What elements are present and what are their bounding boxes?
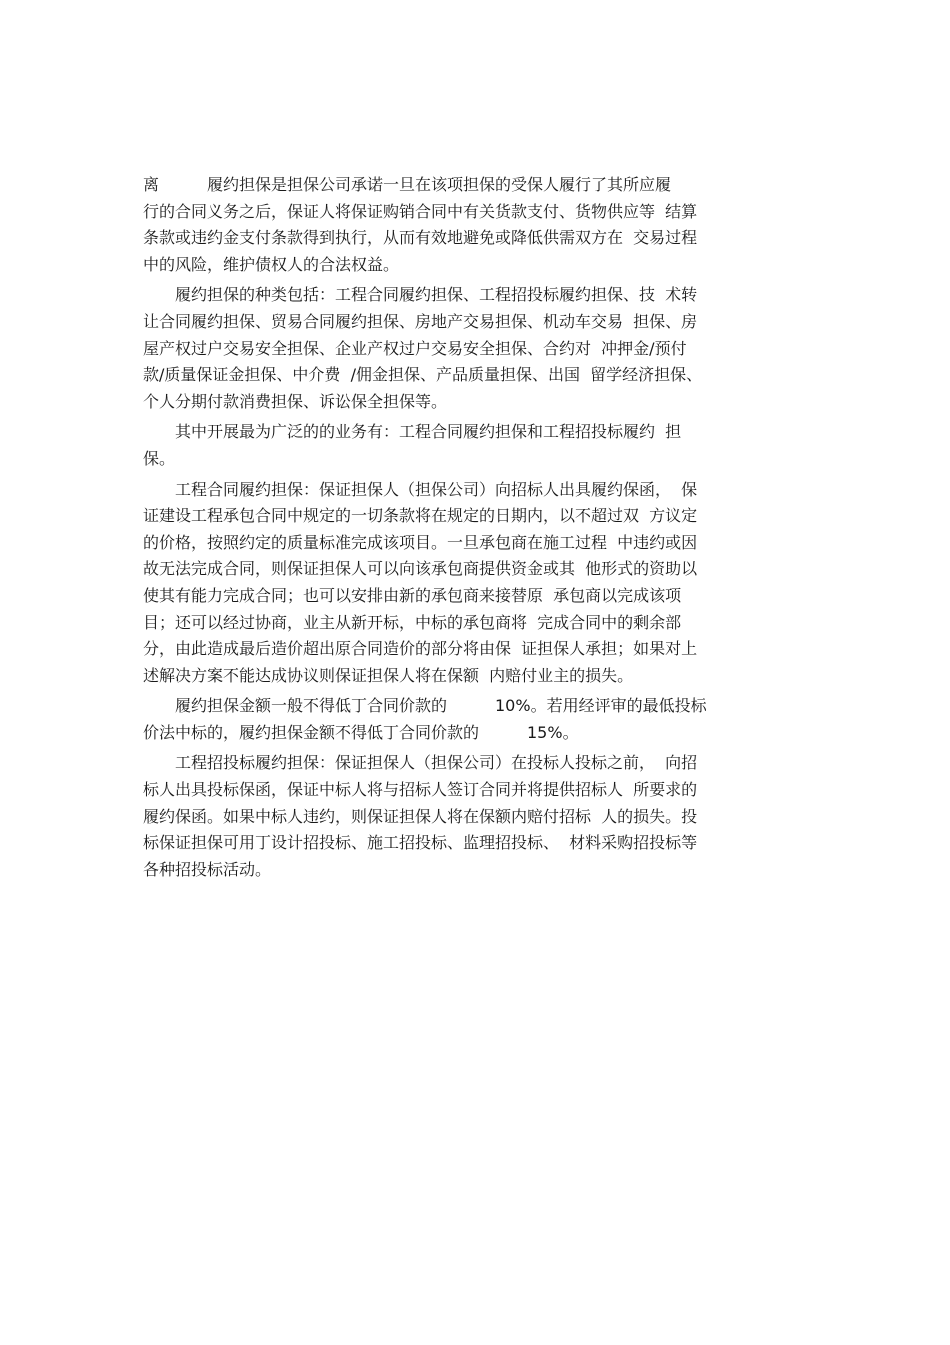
- text-line: 条款或违约金支付条款得到执行，从而有效地避免或降低供需双方在 交易过程: [143, 228, 698, 248]
- text-line: 分，由此造成最后造价超出原合同造价的部分将由保 证担保人承担；如果对上: [143, 639, 698, 659]
- text-line: 的价格，按照约定的质量标准完成该项目。一旦承包商在施工过程 中违约或因: [143, 532, 698, 552]
- paragraph-4: [143, 477, 783, 690]
- text-line: 价法中标的，履约担保金额不得低丁合同价款的 15%。: [143, 722, 579, 742]
- text-line: 目；还可以经过协商，业主从新开标，中标的承包商将 完成合同中的剩余部: [143, 612, 682, 632]
- paragraph-6: [143, 750, 783, 883]
- paragraph-2: [143, 282, 783, 415]
- text-line: 履约担保金额一般不得低丁合同价款的 10%。若用经评审的最低投标: [143, 696, 707, 716]
- text-line: 故无法完成合同，则保证担保人可以向该承包商提供资金或其 他形式的资助以: [143, 559, 698, 579]
- document-body: [143, 172, 783, 883]
- text-line: 离 履约担保是担保公司承诺一旦在该项担保的受保人履行了其所应履: [143, 175, 672, 194]
- text-line: 款/质量保证金担保、中介费 /佣金担保、产品质量担保、出国 留学经济担保、: [143, 365, 703, 385]
- text-line: 证建设工程承包合同中规定的一切条款将在规定的日期内，以不超过双 方议定: [143, 506, 698, 526]
- text-line: 个人分期付款消费担保、诉讼保全担保等。: [143, 391, 448, 411]
- text-line: 工程合同履约担保：保证担保人（担保公司）向招标人出具履约保函， 保: [143, 479, 698, 499]
- text-line: 屋产权过户交易安全担保、企业产权过户交易安全担保、合约对 冲押金/预付: [143, 338, 687, 358]
- paragraph-1: [143, 172, 783, 278]
- text-line: 保。: [143, 448, 176, 468]
- paragraph-3: [143, 419, 783, 472]
- text-line: 行的合同义务之后，保证人将保证购销合同中有关货款支付、货物供应等 结算: [143, 201, 698, 221]
- text-line: 各种招投标活动。: [143, 859, 272, 879]
- text-line: 述解决方案不能达成协议则保证担保人将在保额 内赔付业主的损失。: [143, 665, 634, 685]
- text-line: 标保证担保可用丁设计招投标、施工招投标、监理招投标、 材料采购招投标等: [143, 833, 698, 853]
- text-line: 标人出具投标保函，保证中标人将与招标人签订合同并将提供招标人 所要求的: [143, 780, 698, 800]
- paragraph-5: [143, 693, 783, 746]
- text-line: 使其有能力完成合同；也可以安排由新的承包商来接替原 承包商以完成该项: [143, 585, 682, 605]
- text-line: 工程招投标履约担保：保证担保人（担保公司）在投标人投标之前， 向招: [143, 753, 698, 773]
- text-line: 其中开展最为广泛的的业务有：工程合同履约担保和工程招投标履约 担: [143, 422, 682, 442]
- text-line: 履约担保的种类包括：工程合同履约担保、工程招投标履约担保、技 术转: [143, 285, 698, 305]
- text-line: 让合同履约担保、贸易合同履约担保、房地产交易担保、机动车交易 担保、房: [143, 311, 698, 331]
- text-line: 中的风险，维护债权人的合法权益。: [143, 254, 400, 274]
- text-line: 履约保函。如果中标人违约，则保证担保人将在保额内赔付招标 人的损失。投: [143, 806, 698, 826]
